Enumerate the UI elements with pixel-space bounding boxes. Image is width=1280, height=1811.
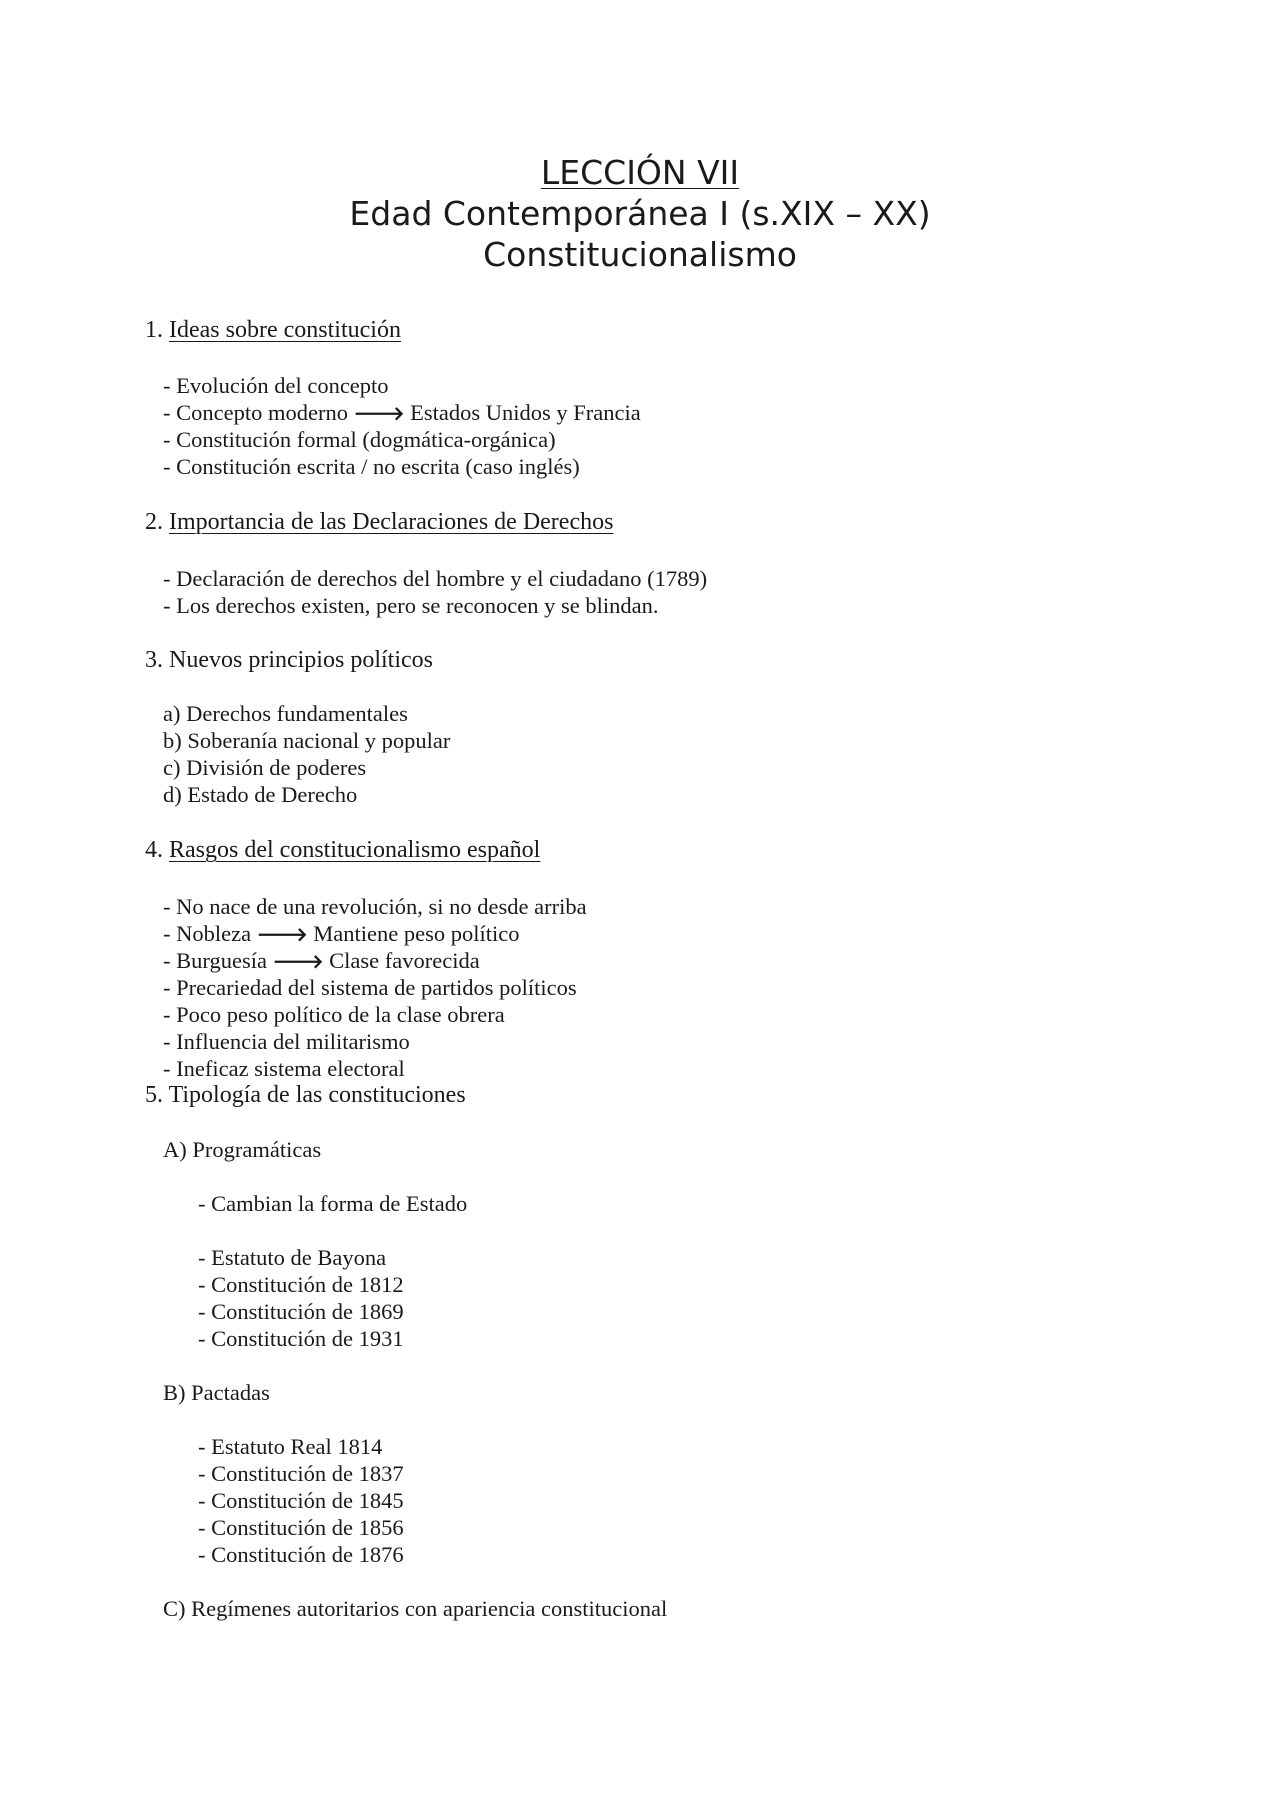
list-item: - Constitución de 1845 (198, 1488, 404, 1513)
list-item: - Ineficaz sistema electoral (163, 1056, 405, 1081)
list-item: - Constitución de 1869 (198, 1299, 404, 1324)
list-item: - Poco peso político de la clase obrera (163, 1002, 505, 1027)
list-item: - Estatuto Real 1814 (198, 1434, 383, 1459)
list-item: - Constitución de 1812 (198, 1272, 404, 1297)
list-item: - No nace de una revolución, si no desde arriba (163, 894, 587, 919)
list-item: - Burguesía 🡒 Clase favorecida (163, 948, 480, 973)
list-item: - Nobleza 🡒 Mantiene peso político (163, 921, 520, 946)
list-item: - Declaración de derechos del hombre y el ciudadano (1789) (163, 566, 708, 591)
arrow-right-icon: 🡒 (353, 403, 405, 425)
list-item: c) División de poderes (163, 755, 367, 780)
section-heading-5: 5. Tipología de las constituciones (145, 1082, 466, 1108)
list-item: - Influencia del militarismo (163, 1029, 410, 1054)
list-item: a) Derechos fundamentales (163, 701, 408, 726)
period-title: Edad Contemporánea I (s.XIX – XX) (349, 194, 931, 233)
list-item: - Estatuto de Bayona (198, 1245, 387, 1270)
list-item: - Concepto moderno 🡒 Estados Unidos y Francia (163, 400, 641, 425)
list-item: - Constitución de 1931 (198, 1326, 404, 1351)
list-item: - Los derechos existen, pero se reconocen y se blindan. (163, 593, 659, 618)
list-item: - Constitución de 1876 (198, 1542, 404, 1567)
arrow-right-icon: 🡒 (256, 924, 308, 946)
arrow-right-icon: 🡒 (272, 951, 324, 973)
list-item: - Constitución de 1837 (198, 1461, 404, 1486)
list-item: - Precariedad del sistema de partidos políticos (163, 975, 577, 1000)
title-block (0, 152, 1280, 275)
subsection-label-b: B) Pactadas (163, 1380, 270, 1405)
list-item: - Cambian la forma de Estado (198, 1191, 468, 1216)
section-heading-3: 3. Nuevos principios políticos (145, 647, 433, 673)
topic-title: Constitucionalismo (483, 235, 797, 274)
list-item: d) Estado de Derecho (163, 782, 358, 807)
section-heading-2: 2. Importancia de las Declaraciones de Derechos (145, 509, 614, 535)
list-item: b) Soberanía nacional y popular (163, 728, 451, 753)
list-item: - Constitución formal (dogmática-orgánica) (163, 427, 556, 452)
list-item: - Evolución del concepto (163, 373, 389, 398)
section-heading-1: 1. Ideas sobre constitución (145, 317, 401, 343)
list-item: - Constitución de 1856 (198, 1515, 404, 1540)
list-item: - Constitución escrita / no escrita (caso inglés) (163, 454, 580, 479)
subsection-label-a: A) Programáticas (163, 1137, 322, 1162)
subsection-label-c: C) Regímenes autoritarios con apariencia constitucional (163, 1596, 668, 1621)
lesson-title: LECCIÓN VII (540, 153, 740, 192)
section-heading-4: 4. Rasgos del constitucionalismo español (145, 837, 541, 863)
